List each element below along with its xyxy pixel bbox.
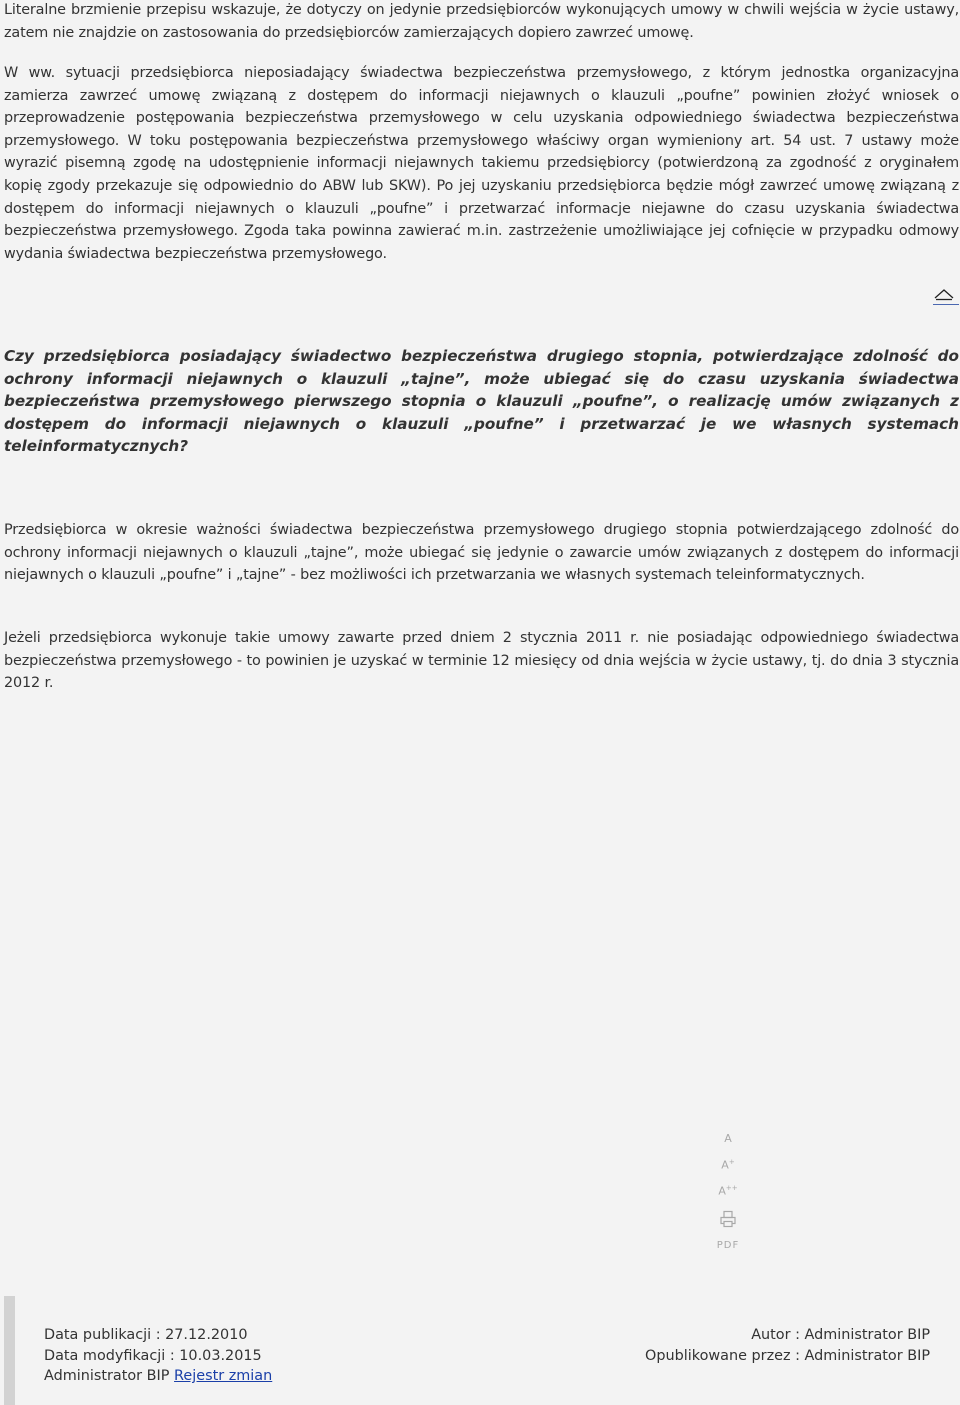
publication-date: Data publikacji : 27.12.2010 [44,1327,248,1343]
administrator-label: Administrator BIP [44,1368,170,1384]
author-info: Autor : Administrator BIP [751,1327,930,1343]
back-to-top-link[interactable] [933,285,959,305]
page-footer [4,1296,960,1405]
paragraph-4: Jeżeli przedsiębiorca wykonuje takie umowy zawarte przed dniem 2 stycznia 2011 r. nie posiadając odpowiedniego świadectwa bezpieczeństwa przemysłowego - to powinien je uzyskać w terminie 12 miesięcy od dnia wejścia w życie ustawy, tj. do dnia 3 stycznia 2012 r. [4,630,959,692]
pdf-icon[interactable]: PDF [716,1240,740,1251]
paragraph-1: Literalne brzmienie przepisu wskazuje, że dotyczy on jedynie przedsiębiorców wykonujących umowy w chwili wejścia w życie ustawy, zatem nie znajdzie on zastosowania do przedsiębiorców zamierzających dopiero zawrzeć umowę. [4,2,959,41]
registry-line [44,1366,272,1386]
font-largest-icon[interactable]: A++ [718,1184,738,1198]
published-by-info: Opublikowane przez : Administrator BIP [645,1348,930,1364]
back-to-top-underline [933,304,959,305]
change-registry-link[interactable]: Rejestr zmian [174,1368,273,1384]
font-normal-icon[interactable]: A [724,1132,732,1145]
modification-date: Data modyfikacji : 10.03.2015 [44,1348,262,1364]
printer-glyph [719,1210,737,1228]
print-icon[interactable] [712,1210,744,1230]
font-larger-icon[interactable]: A+ [721,1158,735,1172]
paragraph-2: W ww. sytuacji przedsiębiorca nieposiadający świadectwa bezpieczeństwa przemysłowego, z którym jednostka organizacyjna zamierza zawrzeć umowę związaną z dostępem do informacji niejawnych o klauzuli „poufne” powinien złożyć wniosek o przeprowadzenie postępowania bezpieczeństwa przemysłowego w celu uzyskania odpowiedniego świadectwa bezpieczeństwa przemysłowego. W toku postępowania bezpieczeństwa przemysłowego właściwy organ wymieniony art. 54 ust. 7 ustawy może wyrazić pisemną zgodę na udostępnienie informacji niejawnych takiemu przedsiębiorcy (potwierdzoną za zgodność z oryginałem kopię zgody przekazuje się odpowiednio do ABW lub SKW). Po jej uzyskaniu przedsiębiorca będzie mógł zawrzeć umowę związaną z dostępem do informacji niejawnych o klauzuli „poufne” i przetwarzać informacje niejawne do czasu uzyskania świadectwa bezpieczeństwa przemysłowego. Zgoda taka powinna zawierać m.in. zastrzeżenie umożliwiające jej cofnięcie w przypadku odmowy wydania świadectwa bezpieczeństwa przemysłowego. [4,65,959,262]
answer-paragraph: Przedsiębiorca w okresie ważności świadectwa bezpieczeństwa przemysłowego drugiego stopnia potwierdzającego zdolność do ochrony informacji niejawnych o klauzuli „tajne”, może ubiegać się jedynie o zawarcie umów związanych z dostępem do informacji niejawnych o klauzuli „poufne” i „tajne” - bez możliwości ich przetwarzania we własnych systemach teleinformatycznych. [4,522,959,584]
footer-accent-bar [4,1296,15,1405]
back-to-top-icon [933,287,955,301]
question-heading: Czy przedsiębiorca posiadający świadectwo bezpieczeństwa drugiego stopnia, potwierdzające zdolność do ochrony informacji niejawnych o klauzuli „tajne”, może ubiegać się do czasu uzyskania świadectwa bezpieczeństwa przemysłowego pierwszego stopnia o klauzuli „poufne”, o realizację umów związanych z dostępem do informacji niejawnych o klauzuli „poufne” i przetwarzać je we własnych systemach teleinformatycznych? [4,347,959,456]
